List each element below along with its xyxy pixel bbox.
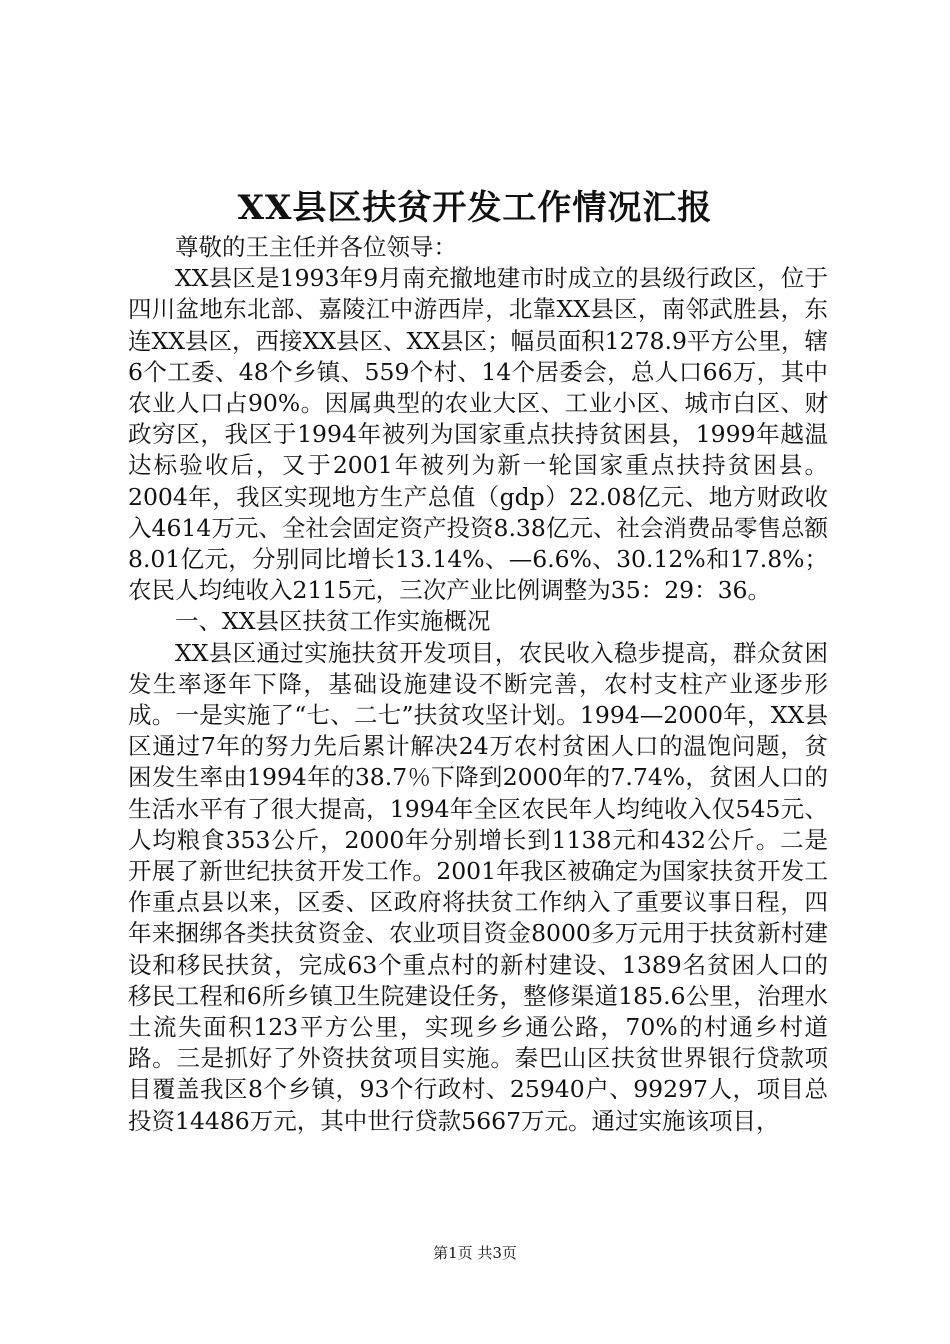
salutation: 尊敬的王主任并各位领导： [175,233,457,261]
paragraph-poverty-work: XX县区通过实施扶贫开发项目，农民收入稳步提高，群众贫困发生率逐年下降，基础设施建设不断完善，农村支柱产业逐步形成。一是实施了“七、二七”扶贫攻坚计划。1994—2000年，XX县区通过7年的努力先后累计解决24万农村贫困人口的温饱问题，贫困发生率由1994年的38.7％下降到2000年的7.74%，贫困人口的生活水平有了很大提高，1994年全区农民年人均纯收入仅545元、人均粮食353公斤，2000年分别增长到1138元和432公斤。二是开展了新世纪扶贫开发工作。2001年我区被确定为国家扶贫开发工作重点县以来，区委、区政府将扶贫工作纳入了重要议事日程，四年来捆绑各类扶贫资金、农业项目资金8000多万元用于扶贫新村建设和移民扶贫，完成63个重点村的新村建设、1389名贫困人口的移民工程和6所乡镇卫生院建设任务，整修渠道185.6公里，治理水土流失面积123平方公里，实现乡乡通公路，70%的村通乡村道路。三是抓好了外资扶贫项目实施。秦巴山区扶贫世界银行贷款项目覆盖我区8个乡镇，93个行政村、25940户、99297人，项目总投资14486万元，其中世行贷款5667万元。通过实施该项目， [128,638,828,1135]
section-heading-1: 一、XX县区扶贫工作实施概况 [175,607,491,636]
document-body [128,232,828,1137]
document-title: XX县区扶贫开发工作情况汇报 [237,188,713,228]
page-footer: 第1页 共3页 [433,1244,517,1262]
paragraph-overview: XX县区是1993年9月南充撤地建市时成立的县级行政区，位于四川盆地东北部、嘉陵江中游西岸，北靠XX县区，南邻武胜县，东连XX县区，西接XX县区、XX县区；幅员面积1278.9平方公里，辖6个工委、48个乡镇、559个村、14个居委会，总人口66万，其中农业人口占90%。因属典型的农业大区、工业小区、城市白区、财政穷区，我区于1994年被列为国家重点扶持贫困县，1999年越温达标验收后，又于2001年被列为新一轮国家重点扶持贫困县。2004年，我区实现地方生产总值（gdp）22.08亿元、地方财政收入4614万元、全社会固定资产投资8.38亿元、社会消费品零售总额8.01亿元，分别同比增长13.14%、—6.6%、30.12%和17.8%；农民人均纯收入2115元，三次产业比例调整为35：29：36。 [128,264,828,605]
